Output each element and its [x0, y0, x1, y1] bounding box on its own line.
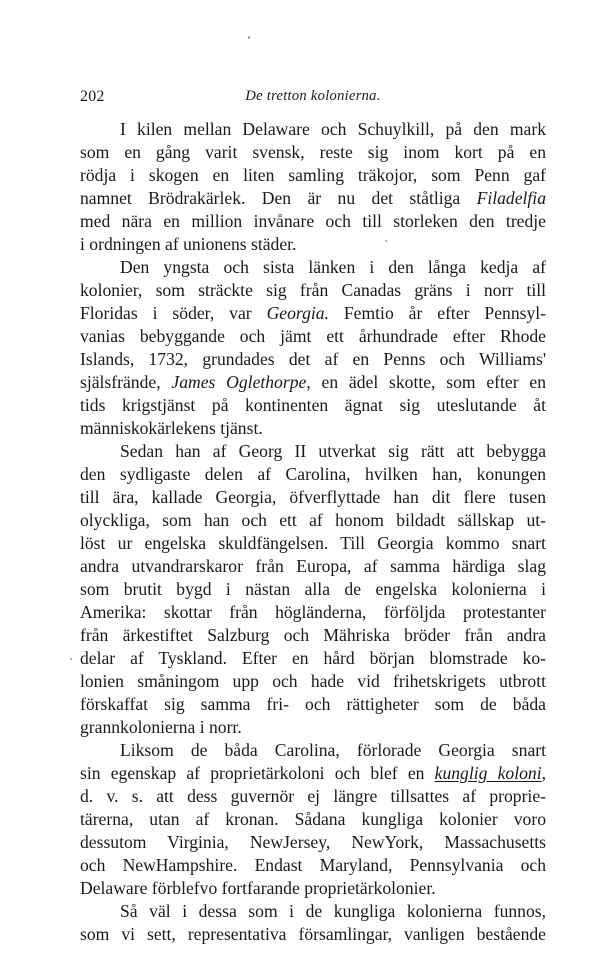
emphasized-term: kunglig koloni — [434, 763, 542, 783]
text-line: olyckliga, som han och ett af honom bildadt sällskap ut- — [80, 510, 546, 530]
text-line: grannkolonierna i norr. — [80, 717, 242, 737]
text-line: som vi sett, representativa församlingar, vanligen bestående — [80, 924, 546, 944]
text-line: tids krigstjänst på kontinenten ägnat sig uteslutande åt — [80, 395, 546, 415]
emphasized-term: James Oglethorpe — [171, 372, 307, 392]
text-line: Liksom de båda Carolina, förlorade Georgia snart — [120, 740, 546, 760]
text-run: , — [541, 763, 546, 783]
text-line: Sedan han af Georg II utverkat sig rätt att bebygga — [120, 441, 546, 461]
emphasized-term: Filadelfia — [476, 188, 546, 208]
text-line — [80, 371, 546, 394]
text-line: Den yngsta och sista länken i den långa kedja af — [120, 257, 546, 277]
text-line: löst ur engelska skuldfängelsen. Till Georgia kommo snart — [80, 533, 546, 553]
text-line: Amerika: skottar från högländerna, förföljda protestanter — [80, 602, 546, 622]
text-line: Delaware förblefvo fortfarande proprietärkolonier. — [80, 878, 436, 898]
text-run: Femtio år efter Pennsyl- — [328, 303, 547, 323]
text-line: med nära en million invånare och till storleken den tredje — [80, 211, 546, 231]
text-line: och NewHampshire. Endast Maryland, Pennsylvania och — [80, 855, 546, 875]
text-run: namnet Brödrakärlek. Den är nu det ståtliga — [80, 188, 477, 208]
text-run: sin egenskap af proprietärkoloni och blef en — [80, 763, 435, 783]
text-line: som brutit bygd i nästan alla de engelska kolonierna i — [80, 579, 546, 599]
running-title: De tretton kolonierna. — [245, 88, 381, 104]
text-line: andra utvandrarskaror från Europa, af samma härdiga slag — [80, 556, 546, 576]
text-line — [80, 302, 546, 325]
text-line: den sydligaste delen af Carolina, hvilken han, konungen — [80, 464, 546, 484]
text-line: från ärkestiftet Salzburg och Mähriska bröder från andra — [80, 625, 546, 645]
text-line: delar af Tyskland. Efter en hård början blomstrade ko- — [80, 648, 546, 668]
text-line: människokärlekens tjänst. — [80, 418, 263, 438]
page-header — [80, 88, 546, 110]
text-line: Islands, 1732, grundades det af en Penns och Williams' — [80, 349, 546, 369]
print-speck — [248, 36, 250, 39]
text-line — [80, 187, 546, 210]
text-line: som en gång varit svensk, reste sig inom kort på en — [80, 142, 546, 162]
text-line: i ordningen af unionens städer. — [80, 234, 297, 254]
text-run: själsfrände, — [80, 372, 172, 392]
page-number: 202 — [80, 88, 105, 105]
text-line: Så väl i dessa som i de kungliga kolonierna funnos, — [120, 901, 546, 921]
body-text — [80, 118, 546, 946]
text-line: dessutom Virginia, NewJersey, NewYork, Massachusetts — [80, 832, 546, 852]
text-line: till ära, kallade Georgia, öfverflyttade han dit flere tusen — [80, 487, 546, 507]
text-line: d. v. s. att dess guvernör ej längre tillsattes af proprie- — [80, 786, 546, 806]
print-speck — [70, 658, 72, 660]
text-line: I kilen mellan Delaware och Schuylkill, på den mark — [120, 119, 546, 139]
text-run: , en ädel skotte, som efter en — [306, 372, 546, 392]
text-line: tärerna, utan af kronan. Sådana kungliga kolonier voro — [80, 809, 546, 829]
text-line: förskaffat sig samma fri- och rättigheter som de båda — [80, 694, 546, 714]
text-line: rödja i skogen en liten samling träkojor, som Penn gaf — [80, 165, 546, 185]
text-line — [80, 762, 546, 785]
text-run: Floridas i söder, var — [80, 303, 267, 323]
text-line: vanias bebyggande och jämt ett århundrade efter Rhode — [80, 326, 546, 346]
text-line: lonien småningom upp och hade vid frihetskrigets utbrott — [80, 671, 546, 691]
emphasized-term: Georgia. — [266, 303, 329, 323]
text-line: kolonier, som sträckte sig från Canadas gräns i norr till — [80, 280, 546, 300]
